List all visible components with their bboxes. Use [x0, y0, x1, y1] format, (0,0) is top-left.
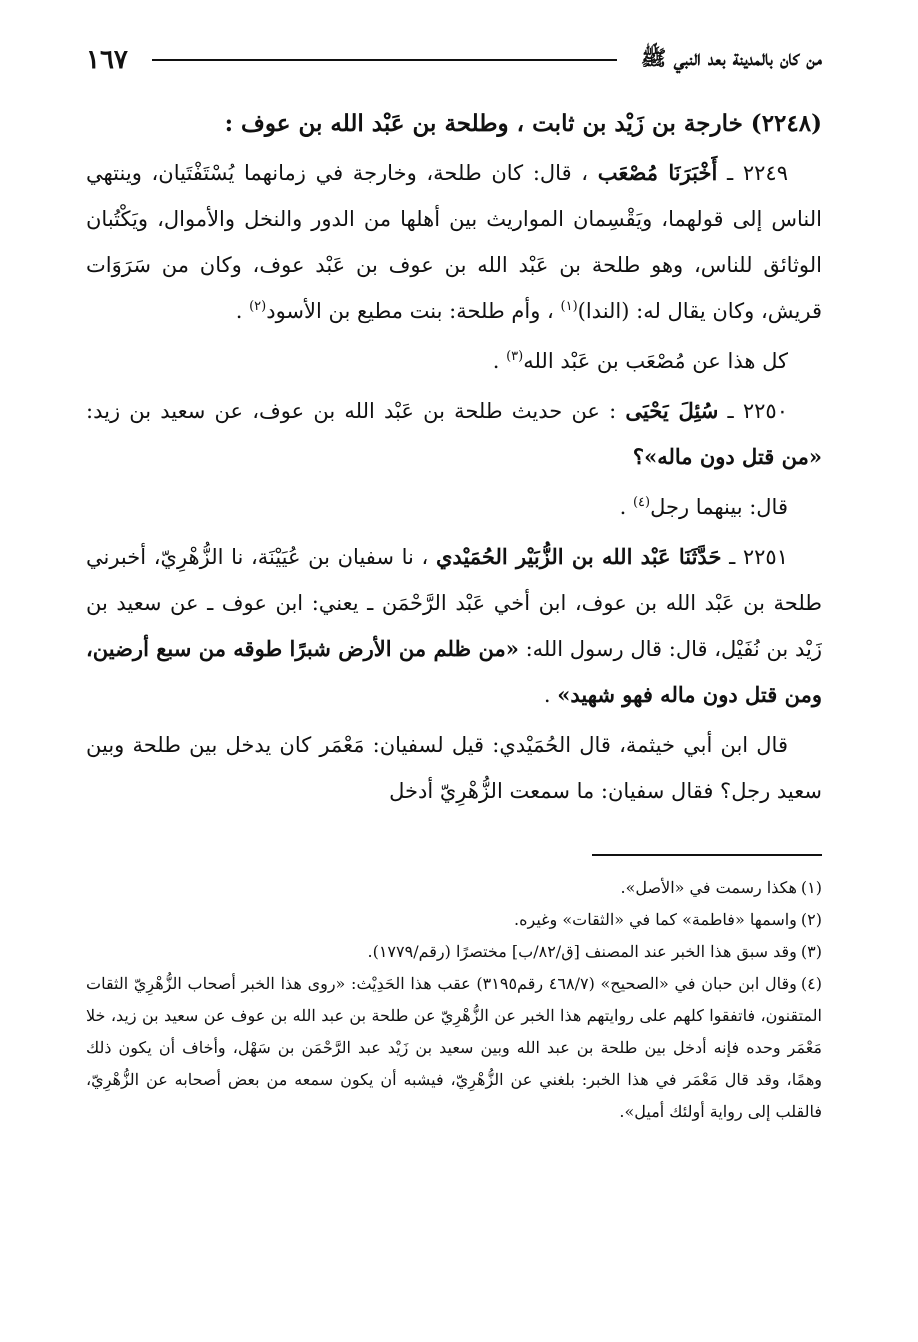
period: .: [492, 349, 500, 373]
footnotes: [86, 872, 822, 1128]
footnote-1: [86, 872, 822, 904]
footnote-3: [86, 936, 822, 968]
footnote-marker: (٢): [249, 299, 267, 314]
footnote-number: (٢): [800, 910, 822, 929]
footnote-marker: (٣): [506, 349, 524, 364]
footnote-marker: (٤): [632, 495, 651, 510]
footnote-text: واسمها «فاطمة» كما في «الثقات» وغيره.: [514, 910, 797, 929]
hadith-body: ، نا سفيان بن عُيَيْنَة، نا الزُّهْرِيّ، أخبرني طلحة بن عَبْد الله بن عوف، ابن أخي عَبْد الرَّحْمَن ـ يعني: ابن عوف ـ عن سعيد بن زَيْد بن نُفَيْل، قال: قال رسول الله:: [86, 545, 822, 661]
hadith-body-cont: ، وأم طلحة: بنت مطيع بن الأسود: [266, 299, 554, 323]
hadith-2250: [86, 388, 822, 480]
page-number: ١٦٧: [86, 45, 128, 75]
hadith-number: ٢٢٥٠ ـ: [718, 399, 788, 423]
footnote-separator: [592, 854, 822, 856]
closing-paragraph: قال ابن أبي خيثمة، قال الحُمَيْدي: قيل لسفيان: مَعْمَر كان يدخل بين طلحة وبين سعيد رجل؟ فقال سفيان: ما سمعت الزُّهْرِيّ أدخل: [86, 733, 822, 803]
hadith-number: ٢٢٤٩ ـ: [717, 161, 788, 185]
hadith-body: : عن حديث طلحة بن عَبْد الله بن عوف، عن سعيد بن زيد:: [86, 399, 617, 423]
hadith-body: ، قال: كان طلحة، وخارجة في زمانهما يُسْتَفْتَيان، وينتهي الناس إلى قولهما، ويَقْسِمان المواريث بين أهلها من الدور والنخل والأموال، ويَكْتُبان الوثائق للناس، وهو طلحة بن عَبْد الله بن عوف بن عَبْد عوف، وكان من سَرَوَات قريش، وكان يقال له: (الندا): [86, 161, 822, 323]
hadith-2249: [86, 150, 822, 334]
hadith-number: ٢٢٥١ ـ: [721, 545, 788, 569]
period: .: [543, 683, 551, 707]
question-mark: ؟: [632, 444, 645, 469]
chain-lead: حَدَّثَنَا عَبْد الله بن الزُّبَيْر الحُمَيْدي: [435, 544, 722, 569]
footnote-number: (٤): [800, 974, 823, 993]
chain-lead: سُئِلَ يَحْيَى: [625, 398, 719, 423]
hadith-quote: «من ظلم من الأرض شبرًا طوقه من سبع أرضين، ومن قتل دون ماله فهو شهيد»: [86, 636, 822, 707]
footnote-marker: (١): [560, 299, 578, 314]
chain-lead: أَخْبَرَنَا مُصْعَب: [597, 160, 718, 185]
attribution-text: كل هذا عن مُصْعَب بن عَبْد الله: [523, 349, 788, 373]
running-title: من كان بالمدينة بعد النبي ﷺ: [640, 44, 822, 70]
book-page: [86, 38, 822, 1128]
section-heading: (٢٢٤٨) خارجة بن زَيْد بن ثابت ، وطلحة بن عَبْد الله بن عوف :: [224, 110, 822, 137]
footnote-text: هكذا رسمت في «الأصل».: [620, 878, 797, 897]
footnote-number: (١): [800, 878, 822, 897]
hadith-quote: «من قتل دون ماله»: [644, 444, 822, 469]
hadith-2251: [86, 534, 822, 718]
period: .: [619, 495, 627, 519]
answer-text: قال: بينهما رجل: [650, 495, 788, 519]
answer-line: [86, 484, 822, 530]
footnote-number: (٣): [800, 942, 822, 961]
page-header: [86, 38, 822, 82]
header-rule: [152, 59, 617, 61]
period: .: [235, 299, 243, 323]
footnote-text: وقد سبق هذا الخبر عند المصنف [ق/٨٢/ب] مختصرًا (رقم/١٧٧٩).: [367, 942, 797, 961]
footnote-2: [86, 904, 822, 936]
footnote-4: [86, 968, 822, 1128]
attribution-line: [86, 338, 822, 384]
footnote-text: وقال ابن حبان في «الصحيح» (٤٦٨/٧ رقم٣١٩٥) عقب هذا الحَدِيْث: «روى هذا الخبر أصحاب الزُّهْرِيّ الثقات المتقنون، فاتفقوا كلهم على روايتهم هذا الخبر عن الزُّهْرِيّ عن طلحة بن عبد الله بن عوف عن سعيد بن زيد، خلا مَعْمَر وحده فإنه أدخل بين طلحة بن عبد الله وبين سعيد بن زَيْد عبد الرَّحْمَن بن سَهْل، وأخاف أن يكون ذلك وهمًا، وقد قال مَعْمَر في هذا الخبر: بلغني عن الزُّهْرِيّ، فيشبه أن يكون سمعه من بعض أصحابه عن الزُّهْرِيّ، فالقلب إلى رواية أولئك أميل».: [86, 974, 822, 1121]
